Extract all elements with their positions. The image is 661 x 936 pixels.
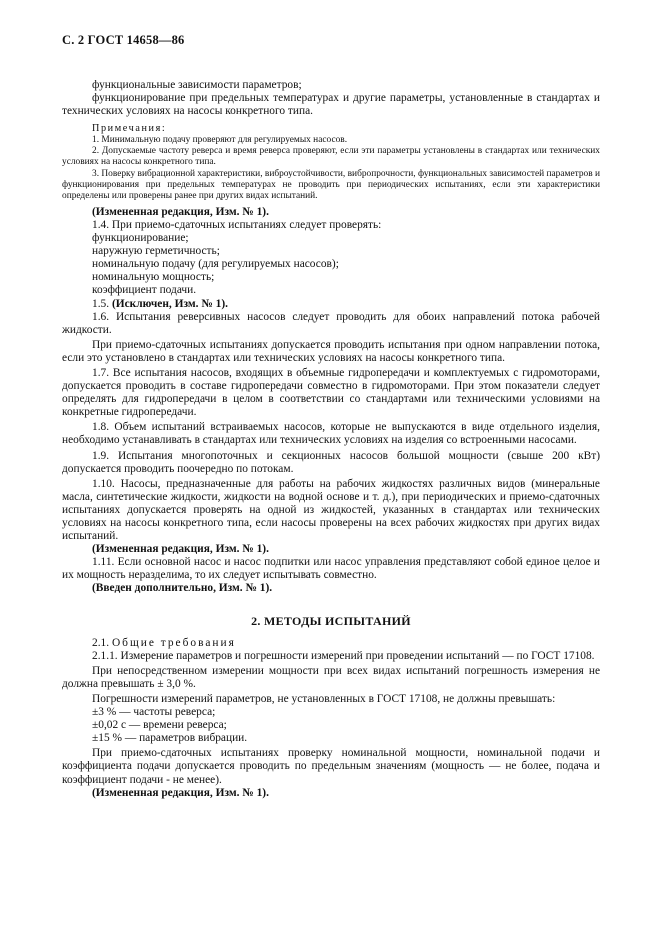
subsection-2-1-title: Общие требования	[111, 636, 236, 649]
amendment-note-3: (Измененная редакция, Изм. № 1).	[92, 786, 269, 799]
clause-1-9: 1.9. Испытания многопоточных и секционных насосов большой мощности (свыше 200 кВт) допускается проводить поочередно по потокам.	[62, 449, 600, 475]
note-3: 3. Поверку вибрационной характеристики, виброустойчивости, вибропрочности, функциональных зависимостей параметров и функционирования при предельных температурах не проводить при периодических испытаниях, если эти характеристики определены или проверены ранее при других видах испытаний.	[62, 168, 600, 201]
clause-1-5	[62, 298, 600, 311]
clause-1-10: 1.10. Насосы, предназначенные для работы на рабочих жидкостях различных видов (минеральные масла, синтетические жидкости, жидкости на водной основе и т. д.), при периодических и приемо-сдаточных испытаниях допускается проверять на одной из жидкостей, указанных в стандартах или технических условиях на насосы конкретного типа, если насосы проверены на всех рабочих жидкостях при других видах испытаний.	[62, 477, 600, 543]
added-note: (Введен дополнительно, Изм. № 1).	[92, 582, 273, 595]
section-2-title: 2. МЕТОДЫ ИСПЫТАНИЙ	[251, 613, 411, 628]
subsection-2-1	[62, 637, 600, 650]
clause-1-4-item: функционирование;	[92, 232, 189, 245]
notes-title: Примечания:	[92, 123, 167, 135]
error-item: ±0,02 с — времени реверса;	[92, 719, 227, 732]
clause-2-1-1: 2.1.1. Измерение параметров и погрешности измерений при проведении испытаний — по ГОСТ 17108.	[92, 649, 595, 662]
clause-1-6-a: 1.6. Испытания реверсивных насосов следует проводить для обоих направлений потока рабочей жидкости.	[62, 310, 600, 336]
error-item: ±3 % — частоты реверса;	[92, 706, 216, 719]
intro-line-2: функционирование при предельных температурах и другие параметры, установленные в стандартах и технических условиях на насосы конкретного типа.	[62, 92, 600, 118]
clause-1-4-lead: 1.4. При приемо-сдаточных испытаниях следует проверять:	[92, 218, 382, 231]
page-content	[62, 79, 600, 800]
clause-1-5-text: (Исключен, Изм. № 1).	[111, 297, 228, 310]
note-1: 1. Минимальную подачу проверяют для регулируемых насосов.	[92, 135, 348, 146]
clause-1-11: 1.11. Если основной насос и насос подпитки или насос управления представляют собой единое целое и их мощность неразделима, то их следует испытывать совместно.	[62, 556, 600, 582]
clause-1-4-item: наружную герметичность;	[92, 245, 220, 258]
errors-lead: Погрешности измерений параметров, не установленных в ГОСТ 17108, не должны превышать:	[92, 692, 556, 705]
clause-1-7: 1.7. Все испытания насосов, входящих в объемные гидропередачи и комплектуемых с гидромоторами, допускается проводить в составе гидропередачи совместно в гидромоторами. При этом показатели следует определять для гидропередачи в целом в соответствии со стандартами или техническими условиями на конкретные гидропередачи.	[62, 366, 600, 419]
power-measurement-text: При непосредственном измерении мощности при всех видах испытаний погрешность измерения не должна превышать ± 3,0 %.	[62, 664, 600, 690]
clause-1-8: 1.8. Объем испытаний встраиваемых насосов, которые не выпускаются в виде отдельного изделия, необходимо устанавливать в стандартах или технических условиях на изделия со встроенными насосами.	[62, 421, 600, 447]
clause-1-4-item: коэффициент подачи.	[92, 284, 197, 297]
intro-line-1: функциональные зависимости параметров;	[92, 79, 302, 91]
amendment-note-2: (Измененная редакция, Изм. № 1).	[92, 543, 269, 556]
amendment-note-1: (Измененная редакция, Изм. № 1).	[92, 205, 269, 218]
page-header: С. 2 ГОСТ 14658—86	[62, 33, 185, 47]
clause-1-6-b: При приемо-сдаточных испытаниях допускается проводить испытания при одном направлении потока, если это установлено в стандартах или технических условиях на насосы конкретного типа.	[62, 338, 600, 364]
clause-1-4-item: номинальную мощность;	[92, 271, 215, 284]
clause-1-4-item: номинальную подачу (для регулируемых насосов);	[92, 258, 339, 271]
note-2: 2. Допускаемые частоту реверса и время реверса проверяют, если эти параметры установлены в стандартах или технических условиях на насосы конкретного типа.	[62, 146, 600, 168]
subsection-2-1-number: 2.1.	[92, 636, 110, 649]
error-item: ±15 % — параметров вибрации.	[92, 732, 248, 745]
acceptance-test-text: При приемо-сдаточных испытаниях проверку номинальной мощности, номинальной подачи и коэффициента подачи допускается проводить по предельным значениям (мощность — не более, подача и коэффициент подачи - не менее).	[62, 747, 600, 786]
clause-1-5-number: 1.5.	[92, 297, 110, 310]
